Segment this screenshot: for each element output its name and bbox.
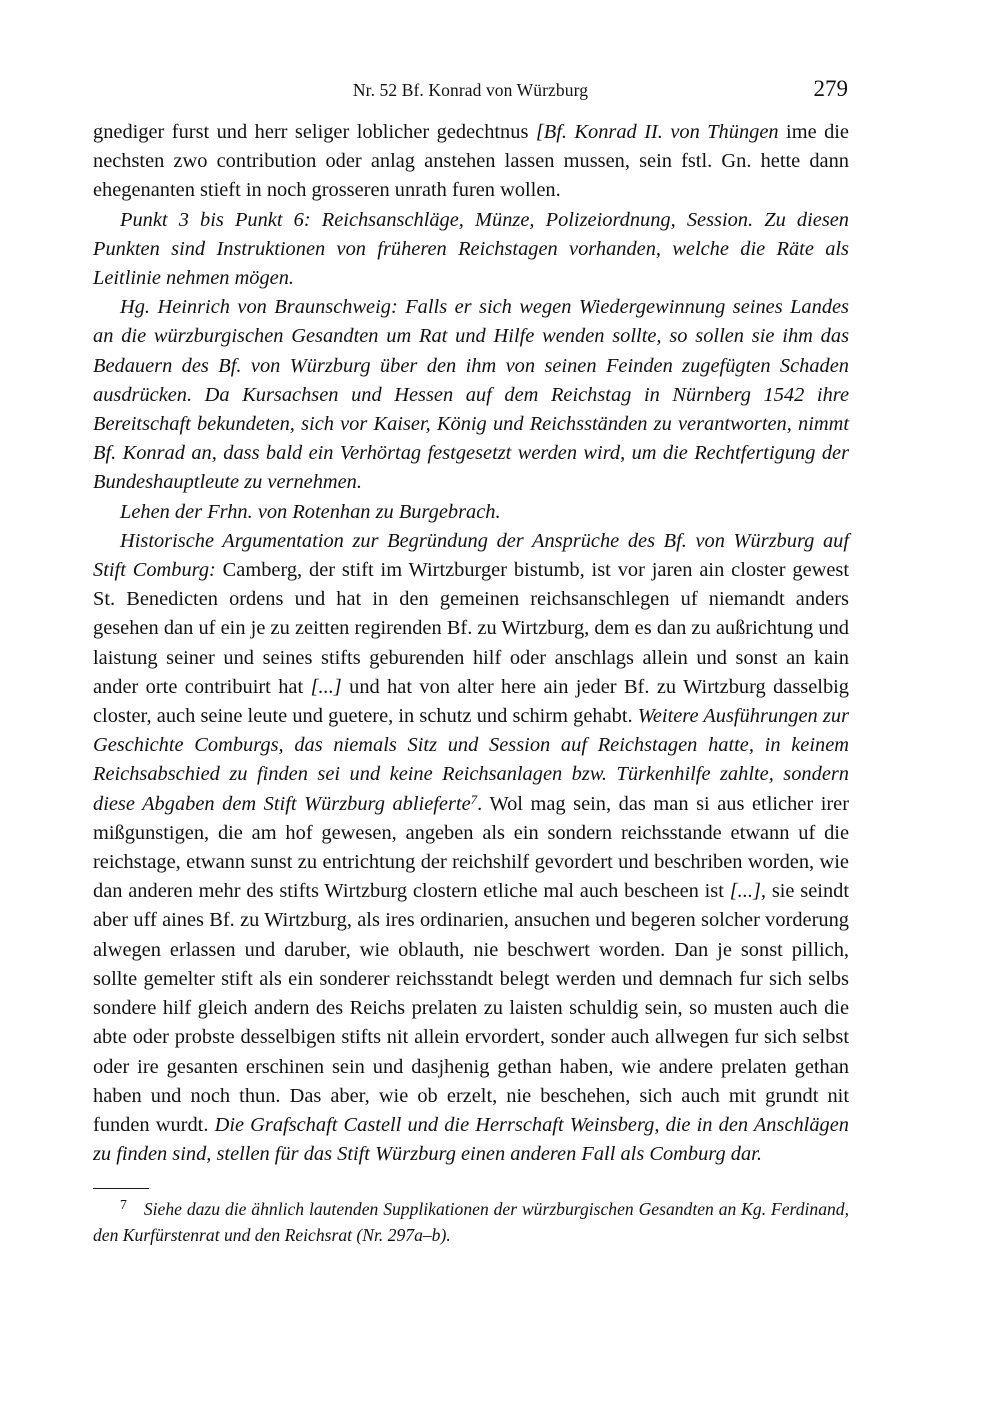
body-paragraph [93, 206, 849, 294]
editorial-italic-run: [...] [310, 675, 342, 698]
editorial-italic-run: Weitere Ausführungen zur Geschichte Comburgs, das niemals Sitz und Session auf Reichstagen hatte, in keinem Reichsabschied zu finden sei und keine Reichsanlagen bzw. Türkenhilfe zahlte, sondern diese Abgaben dem Stift Würzburg ablieferte [93, 705, 849, 815]
editorial-italic-run: Hg. Heinrich von Braunschweig: Falls er sich wegen Wiedergewinnung seines Landes an die würzburgischen Gesandten um Rat und Hilfe wenden sollte, so sollen sie ihm das Bedauern des Bf. von Würzburg über den ihm von seinen Feinden zugefügten Schaden ausdrücken. Da Kursachsen und Hessen auf dem Reichstag in Nürnberg 1542 ihre Bereitschaft bekundeten, sich vor Kaiser, König und Reichsständen zu verantworten, nimmt Bf. Konrad an, dass bald ein Verhörtag festgesetzt werden wird, um die Rechtfertigung der Bundeshauptleute zu vernehmen. [93, 296, 849, 494]
page-number: 279 [813, 76, 848, 101]
editorial-italic-run: [...], [729, 880, 766, 903]
footnote-section [93, 1188, 849, 1248]
source-text-run: sie seindt aber uff aines Bf. zu Wirtzburg, als ires ordinarien, ansuchen und begeren solcher vorderung alwegen erlassen und daruber, wie oblauth, nie beschwert worden. Dan je sonst pillich, sollte gemelter stift als ein sonderer reichsstandt belegt werden und demnach fur sich selbs sondere hilf gleich andern des Reichs prelaten zu laisten schuldig sein, so musten auch die abte oder probste desselbigen stifts nit allein ervordert, sonder auch allwegen fur sich selbst oder ire gesanten erschinen sein und dasjhenig gethan haben, wie andere prelaten gethan haben und noch thun. Das aber, wie ob erzelt, nie beschehen, sich auch mit grundt nit funden wurdt. [93, 880, 849, 1136]
editorial-italic-run: Punkt 3 bis Punkt 6: Reichsanschläge, Münze, Polizeiordnung, Session. Zu diesen Punkten sind Instruktionen von früheren Reichstagen vorhanden, welche die Räte als Leitlinie nehmen mögen. [93, 208, 849, 290]
body-paragraph [93, 118, 849, 206]
body-paragraph [93, 293, 849, 497]
body-paragraph [93, 498, 849, 527]
body-paragraph [93, 527, 849, 1169]
editorial-italic-run: Historische Argumentation zur Begründung der Ansprüche des Bf. von Würzburg auf Stift Comburg: [93, 529, 849, 582]
source-text-run: Camberg, der stift im Wirtzburger bistumb, ist vor jaren ain closter gewest St. Benedicten ordens und hat in den gemeinen reichsanschlegen uf niemandt anders gesehen dan uf ein je zu zeitten regirenden Bf. zu Wirtzburg, dem es dan zu außrichtung und laistung seiner und seines stifts geburenden hilf oder anschlags allein und sonst an kain ander orte contribuirt hat [93, 559, 849, 698]
running-head [93, 76, 848, 106]
editorial-italic-run: Lehen der Frhn. von Rotenhan zu Burgebrach. [120, 500, 501, 523]
body-text-block [93, 118, 849, 1169]
footnote-list [93, 1197, 849, 1248]
footnote-entry [93, 1197, 849, 1248]
editorial-italic-run: Die Grafschaft Castell und die Herrschaft Weinsberg, die in den Anschlägen zu finden sind, stellen für das Stift Würzburg einen anderen Fall als Comburg dar. [93, 1113, 849, 1166]
footnote-reference-marker[interactable]: 7 [470, 791, 478, 807]
source-text-run: ime die nechsten zwo contribution oder anlag anstehen lassen mussen, sein fstl. Gn. hette dann ehegenanten stieft in noch grosseren unrath furen wollen. [93, 121, 849, 202]
footnote-separator-rule [93, 1188, 149, 1189]
source-text-run: . Wol mag sein, das man si aus etlicher irer mißgunstigen, die am hof gewesen, angeben als ein sondern reichsstande etwann uf die reichstage, etwann sunst zu entrichtung der reichshilf gevordert und beschriben worden, wie dan anderen mehr des stifts Wirtzburg clostern etliche mal auch bescheen ist [93, 792, 849, 903]
footnote-text: Siehe dazu die ähnlich lautenden Supplikationen der würzburgischen Gesandten an Kg. Ferdinand, den Kurfürstenrat und den Reichsrat (Nr. 297a–b). [93, 1199, 849, 1245]
running-head-title: Nr. 52 Bf. Konrad von Würzburg [352, 80, 589, 100]
source-text-run: gnediger furst und herr seliger loblicher gedechtnus [93, 121, 536, 143]
footnote-number: 7 [120, 1197, 127, 1213]
source-text-run: und hat von alter here ain jeder Bf. zu Wirtzburg dasselbig closter, auch seine leute und guetere, in schutz und schirm gehabt. [93, 675, 849, 728]
editorial-italic-run: [Bf. Konrad II. von Thüngen [535, 121, 779, 143]
